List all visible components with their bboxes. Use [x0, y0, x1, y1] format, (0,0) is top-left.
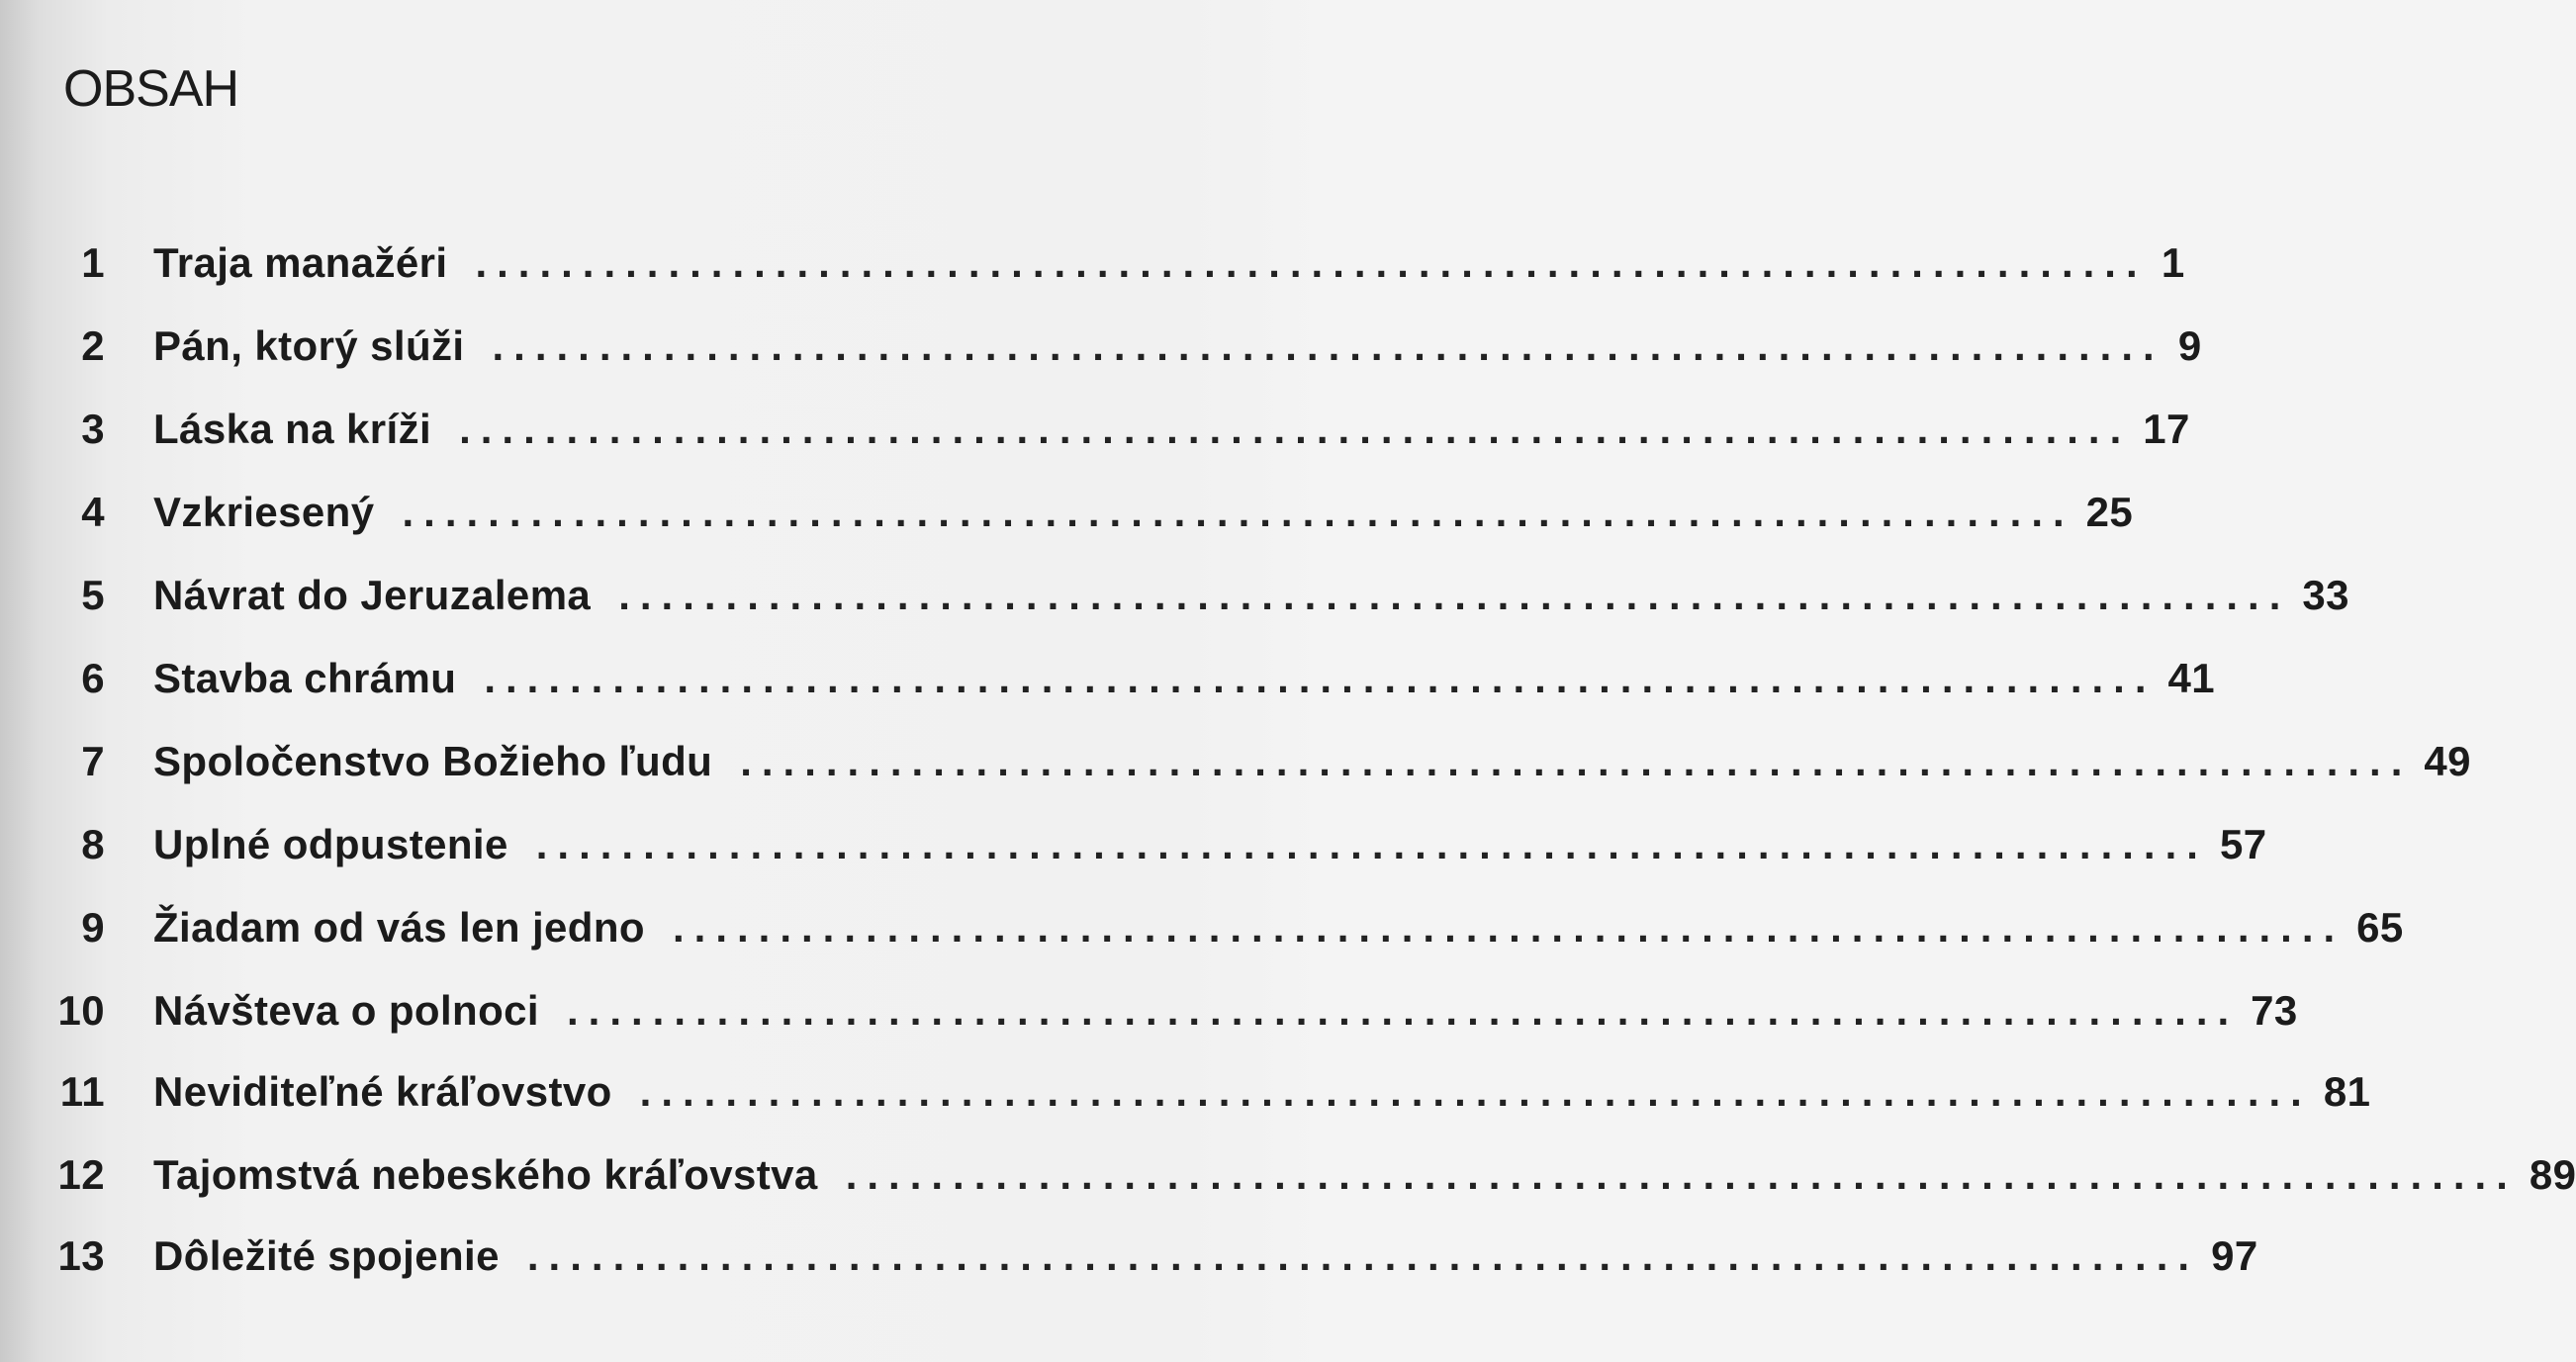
dot-leader: ..............................................................................: [484, 655, 2157, 701]
page-number: 9: [2177, 322, 2202, 369]
chapter-title: Neviditeľné kráľovstvo: [153, 1068, 612, 1115]
chapter-number: 5: [81, 572, 105, 618]
toc-entry: [0, 655, 2216, 714]
page-number: 81: [2323, 1068, 2371, 1115]
page-number: 41: [2167, 655, 2216, 701]
chapter-title: Traja manažéri: [153, 239, 448, 286]
dot-leader: ..............................................................................: [672, 904, 2346, 951]
chapter-title: Žiadam od vás len jedno: [153, 904, 645, 951]
toc-entry: [0, 821, 2267, 880]
chapter-title: Dôležité spojenie: [153, 1232, 500, 1279]
page-number: 1: [2161, 239, 2185, 286]
chapter-number: 1: [81, 239, 105, 286]
dot-leader: ..............................................................................: [845, 1151, 2518, 1198]
page-number: 65: [2356, 904, 2404, 951]
chapter-title: Uplné odpustenie: [153, 821, 508, 867]
chapter-number: 12: [57, 1151, 105, 1198]
toc-entry: [0, 322, 2202, 382]
contents-heading: OBSAH: [63, 60, 239, 118]
chapter-title: Vzkriesený: [153, 489, 375, 535]
chapter-title: Stavba chrámu: [153, 655, 457, 701]
page-number: 57: [2219, 821, 2267, 867]
chapter-title: Návrat do Jeruzalema: [153, 572, 592, 618]
toc-entry: [0, 987, 2298, 1046]
dot-leader: ..............................................................................: [492, 322, 2164, 369]
chapter-number: 9: [81, 904, 105, 951]
chapter-title: Spoločenstvo Božieho ľudu: [153, 738, 713, 784]
dot-leader: ..............................................................................: [402, 489, 2074, 535]
toc-entry: [0, 489, 2134, 548]
toc-entry: [0, 904, 2404, 963]
chapter-number: 13: [57, 1232, 105, 1279]
dot-leader: ..............................................................................: [740, 738, 2413, 784]
page-number: 25: [2085, 489, 2134, 535]
dot-leader: ..............................................................................: [526, 1232, 2200, 1279]
chapter-title: Pán, ktorý slúži: [153, 322, 465, 369]
chapter-number: 3: [81, 406, 105, 452]
dot-leader: ..............................................................................: [639, 1068, 2312, 1115]
chapter-number: 8: [81, 821, 105, 867]
dot-leader: ..............................................................................: [535, 821, 2208, 867]
page-number: 97: [2211, 1232, 2258, 1279]
chapter-number: 7: [81, 738, 105, 784]
chapter-number: 6: [81, 655, 105, 701]
toc-entry: [0, 239, 2185, 299]
toc-entry: [0, 572, 2349, 631]
dot-leader: ..............................................................................: [475, 239, 2148, 286]
toc-entry: [0, 738, 2471, 797]
page-number: 73: [2251, 987, 2298, 1034]
toc-entry: [0, 1232, 2258, 1292]
dot-leader: ..............................................................................: [566, 987, 2240, 1034]
page-number: 49: [2424, 738, 2471, 784]
dot-leader: ..............................................................................: [459, 406, 2132, 452]
chapter-number: 11: [59, 1068, 105, 1115]
chapter-title: Návšteva o polnoci: [153, 987, 539, 1034]
toc-entry: [0, 1151, 2576, 1211]
toc-entry: [0, 1068, 2371, 1128]
chapter-number: 10: [57, 987, 105, 1034]
chapter-title: Tajomstvá nebeského kráľovstva: [153, 1151, 818, 1198]
page-number: 89: [2529, 1151, 2576, 1198]
page-number: 33: [2302, 572, 2349, 618]
toc-entry: [0, 406, 2190, 465]
chapter-number: 2: [81, 322, 105, 369]
chapter-number: 4: [81, 489, 105, 535]
dot-leader: ..............................................................................: [618, 572, 2291, 618]
page-number: 17: [2143, 406, 2190, 452]
chapter-title: Láska na kríži: [153, 406, 432, 452]
